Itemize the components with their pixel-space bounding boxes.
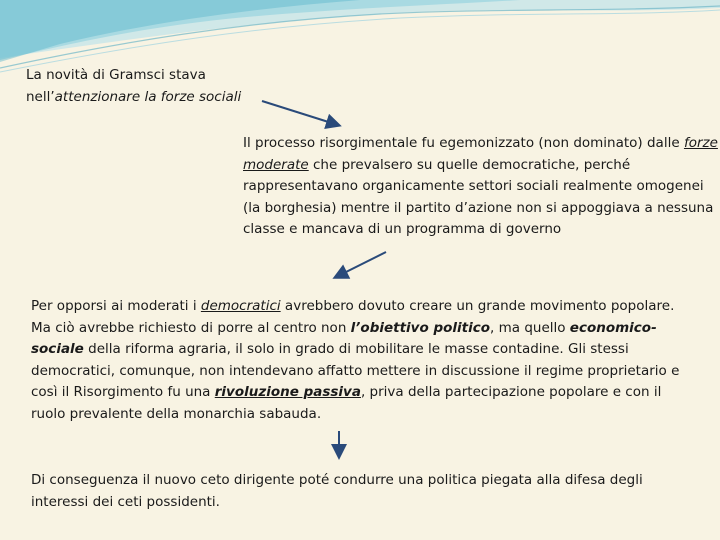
democratici-paragraph bbox=[31, 296, 681, 425]
intro-line2-plain: nell’ bbox=[26, 88, 55, 105]
intro-line1: La novità di Gramsci stava bbox=[26, 67, 206, 83]
forze-moderate-link: forze moderate bbox=[243, 135, 718, 173]
p2-part-c: che prevalsero su quelle democratiche, perché rappresentavano organicamente settori sociali realmente omogenei (la borghesia) mentre il partito d’azione non si appoggiava a nessuna classe e mancava di un programma di governo bbox=[243, 156, 714, 237]
democratici-term: democratici bbox=[200, 298, 281, 314]
intro-line2-italic: attenzionare la forze sociali bbox=[54, 88, 242, 105]
p2-part-a: Il processo risorgimentale fu egemonizzato (non dominato) dalle bbox=[243, 135, 684, 151]
p3-part-e: , ma quello bbox=[490, 319, 570, 336]
p3-part-a: Per opporsi ai moderati i bbox=[31, 298, 201, 314]
obiettivo-politico-term: l’obiettivo politico bbox=[350, 319, 491, 336]
rivoluzione-passiva-term: rivoluzione passiva bbox=[214, 384, 361, 400]
p3-part-i: , priva della partecipazione popolare e con il ruolo prevalente della monarchia sabauda. bbox=[31, 384, 662, 422]
intro-text bbox=[26, 65, 286, 108]
arrow-down-left-icon bbox=[336, 252, 386, 277]
p3-part-g: della riforma agraria, il solo in grado di mobilitare le masse contadine. Gli stessi democratici, comunque, non intendevano affatto mettere in discussione il regime proprietario e così il Risorgimento fu una bbox=[31, 341, 680, 400]
risorgimento-paragraph bbox=[243, 133, 718, 241]
economico-sociale-term: economico-sociale bbox=[31, 319, 657, 357]
conclusion-paragraph: Di conseguenza il nuovo ceto dirigente poté condurre una politica piegata alla difesa degli interessi dei ceti possidenti. bbox=[31, 472, 643, 510]
p3-part-c: avrebbero dovuto creare un grande movimento popolare. Ma ciò avrebbe richiesto di porre al centro non bbox=[31, 298, 675, 336]
